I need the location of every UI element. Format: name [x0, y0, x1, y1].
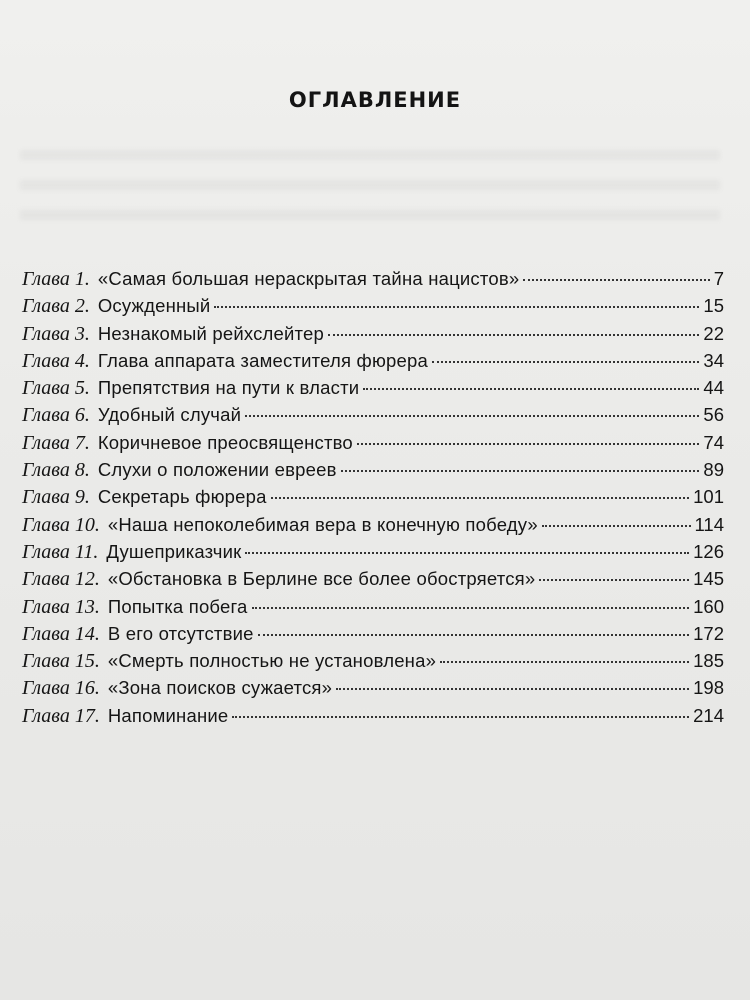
toc-entry: [22, 514, 724, 541]
page-number: 198: [693, 677, 724, 699]
chapter-title: «Смерть полностью не установлена»: [107, 650, 437, 672]
chapter-title: Препятствия на пути к власти: [97, 377, 360, 399]
dot-leader: [539, 579, 689, 581]
dot-leader: [357, 443, 700, 445]
toc-entry: [22, 323, 724, 350]
page-number: 7: [713, 268, 724, 289]
dot-leader: [363, 388, 699, 390]
dot-leader: [214, 306, 699, 308]
toc-entry: [22, 596, 724, 623]
page-number: 126: [693, 540, 724, 562]
chapter-title: Напоминание: [107, 704, 229, 726]
page-number: 44: [703, 377, 724, 399]
chapter-number: Глава 5.: [22, 377, 90, 400]
chapter-number: Глава 15.: [22, 650, 100, 673]
chapter-number: Глава 13.: [22, 595, 100, 618]
chapter-number: Глава 4.: [22, 349, 90, 372]
chapter-title: «Зона поисков сужается»: [107, 677, 333, 699]
chapter-number: Глава 14.: [22, 622, 100, 645]
show-through-text: [20, 130, 720, 230]
dot-leader: [432, 361, 699, 363]
page-title: ОГЛАВЛЕНИЕ: [288, 88, 462, 112]
toc-entry: [22, 677, 724, 704]
toc-entry: [22, 459, 724, 486]
dot-leader: [245, 415, 699, 417]
dot-leader: [232, 716, 689, 718]
page-number: 101: [693, 486, 724, 508]
page-number: 145: [693, 568, 724, 590]
chapter-title: Незнакомый рейхслейтер: [97, 322, 325, 344]
toc-entry: [22, 541, 724, 568]
dot-leader: [336, 688, 689, 690]
chapter-title: Глава аппарата заместителя фюрера: [97, 349, 428, 371]
chapter-number: Глава 7.: [22, 431, 90, 454]
toc-entry: [22, 568, 724, 595]
page-number: 74: [703, 431, 724, 453]
page-number: 172: [693, 622, 724, 644]
dot-leader: [252, 607, 690, 609]
page-number: 56: [703, 404, 724, 426]
chapter-title: Коричневое преосвященство: [97, 431, 353, 453]
chapter-number: Глава 9.: [22, 486, 90, 509]
toc-entry: [22, 432, 724, 459]
chapter-number: Глава 6.: [22, 404, 90, 427]
chapter-number: Глава 12.: [22, 568, 100, 591]
chapter-number: Глава 17.: [22, 704, 100, 727]
dot-leader: [523, 279, 709, 281]
chapter-title: Секретарь фюрера: [97, 486, 267, 508]
dot-leader: [328, 334, 699, 336]
chapter-title: Осужденный: [97, 295, 211, 317]
toc-entry: [22, 268, 724, 295]
dot-leader: [271, 497, 690, 499]
chapter-title: Удобный случай: [97, 404, 242, 426]
dot-leader: [542, 525, 691, 527]
chapter-number: Глава 11.: [22, 540, 99, 563]
chapter-title: «Самая большая нераскрытая тайна нацистов»: [97, 268, 520, 289]
dot-leader: [258, 634, 689, 636]
chapter-number: Глава 16.: [22, 677, 100, 700]
toc-entry: [22, 295, 724, 322]
chapter-title: В его отсутствие: [107, 622, 254, 644]
chapter-number: Глава 10.: [22, 513, 100, 536]
page-number: 114: [694, 513, 724, 535]
dot-leader: [440, 661, 689, 663]
chapter-number: Глава 3.: [22, 322, 90, 345]
chapter-number: Глава 1.: [22, 268, 90, 290]
toc-entry: [22, 377, 724, 404]
table-of-contents: [22, 268, 724, 732]
chapter-title: Попытка побега: [107, 595, 248, 617]
dot-leader: [245, 552, 689, 554]
page-number: 160: [693, 595, 724, 617]
toc-entry: [22, 705, 724, 732]
page-number: 185: [693, 650, 724, 672]
page-number: 15: [703, 295, 724, 317]
chapter-number: Глава 8.: [22, 459, 90, 482]
page-number: 214: [693, 704, 724, 726]
chapter-title: «Обстановка в Берлине все более обостряется»: [107, 568, 536, 590]
toc-entry: [22, 650, 724, 677]
chapter-title: Слухи о положении евреев: [97, 459, 337, 481]
page-number: 89: [703, 459, 724, 481]
chapter-number: Глава 2.: [22, 295, 90, 318]
toc-entry: [22, 486, 724, 513]
toc-entry: [22, 350, 724, 377]
page-number: 22: [703, 322, 724, 344]
chapter-title: «Наша непоколебимая вера в конечную победу»: [107, 513, 538, 535]
chapter-title: Душеприказчик: [106, 540, 242, 562]
toc-entry: [22, 404, 724, 431]
page-number: 34: [703, 349, 724, 371]
toc-entry: [22, 623, 724, 650]
dot-leader: [341, 470, 700, 472]
